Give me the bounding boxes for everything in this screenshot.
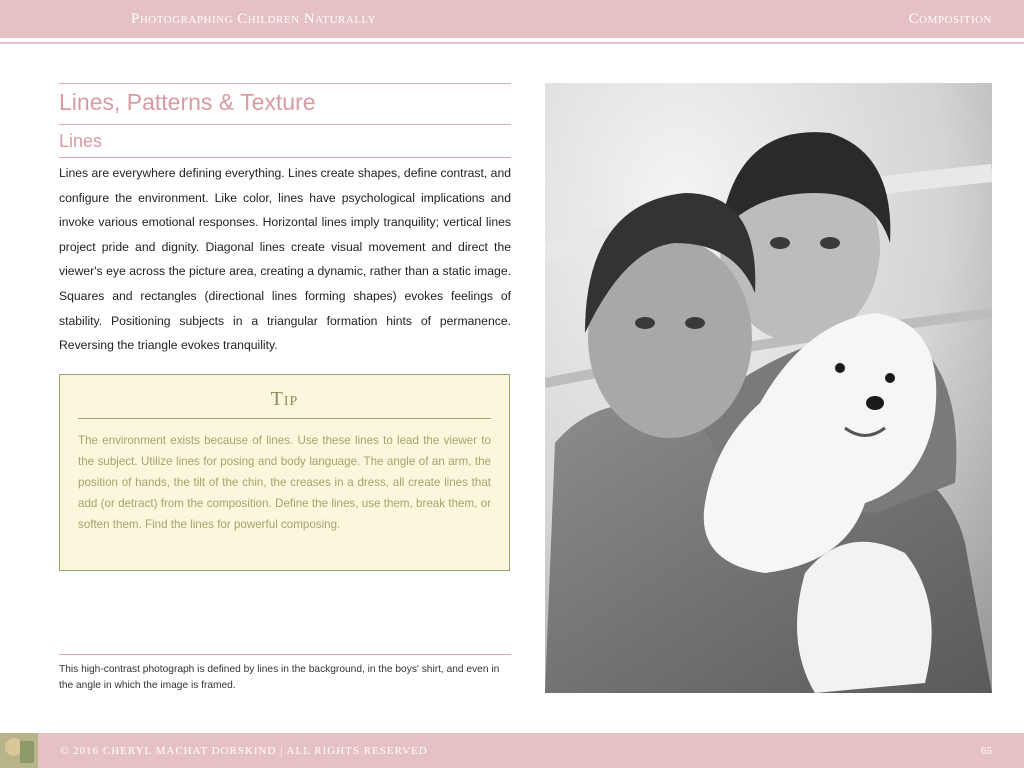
tip-box [59, 374, 510, 571]
footer-thumbnail [0, 733, 38, 768]
section-heading: Lines, Patterns & Texture [59, 89, 316, 115]
header-divider [0, 42, 1024, 44]
caption-rule [59, 654, 511, 655]
page-number: 65 [981, 745, 992, 757]
body-paragraph: Lines are everywhere defining everything. Lines create shapes, define contrast, and configure the environment. Like color, lines have psychological implications and invoke various emotional responses. Horizontal lines imply tranquility; vertical lines project pride and dignity. Diagonal lines create visual movement and direct the viewer's eye across the picture area, creating a dynamic, rather than a static image. Squares and rectangles (directional lines forming shapes) evokes feelings of stability. Positioning subjects in a triangular formation hints of permanence. Reversing the triangle evokes tranquility. [59, 166, 511, 353]
chapter-title: Composition [908, 11, 992, 27]
tip-divider [78, 418, 491, 419]
tip-text: The environment exists because of lines. Use these lines to lead the viewer to the subject. Utilize lines for posing and body language. The angle of an arm, the position of hands, the tilt of the chin, the creases in a dress, all create lines that add (or detract) from the composition. Define the lines, use them, break them, or soften them. Find the lines for powerful composing. [78, 434, 491, 532]
subsection-heading-rule [59, 157, 511, 158]
photograph [545, 83, 992, 693]
photo-caption: This high-contrast photograph is defined by lines in the background, in the boys' shirt, and even in the angle in which the image is framed. [59, 664, 500, 691]
section-top-rule [59, 83, 511, 84]
subsection-heading: Lines [59, 131, 103, 151]
section-heading-rule [59, 124, 511, 125]
copyright-notice: © 2016 CHERYL MACHAT DORSKIND | ALL RIGHTS RESERVED [60, 745, 428, 757]
book-title: Photographing Children Naturally [131, 11, 377, 27]
tip-title: Tip [270, 388, 299, 410]
